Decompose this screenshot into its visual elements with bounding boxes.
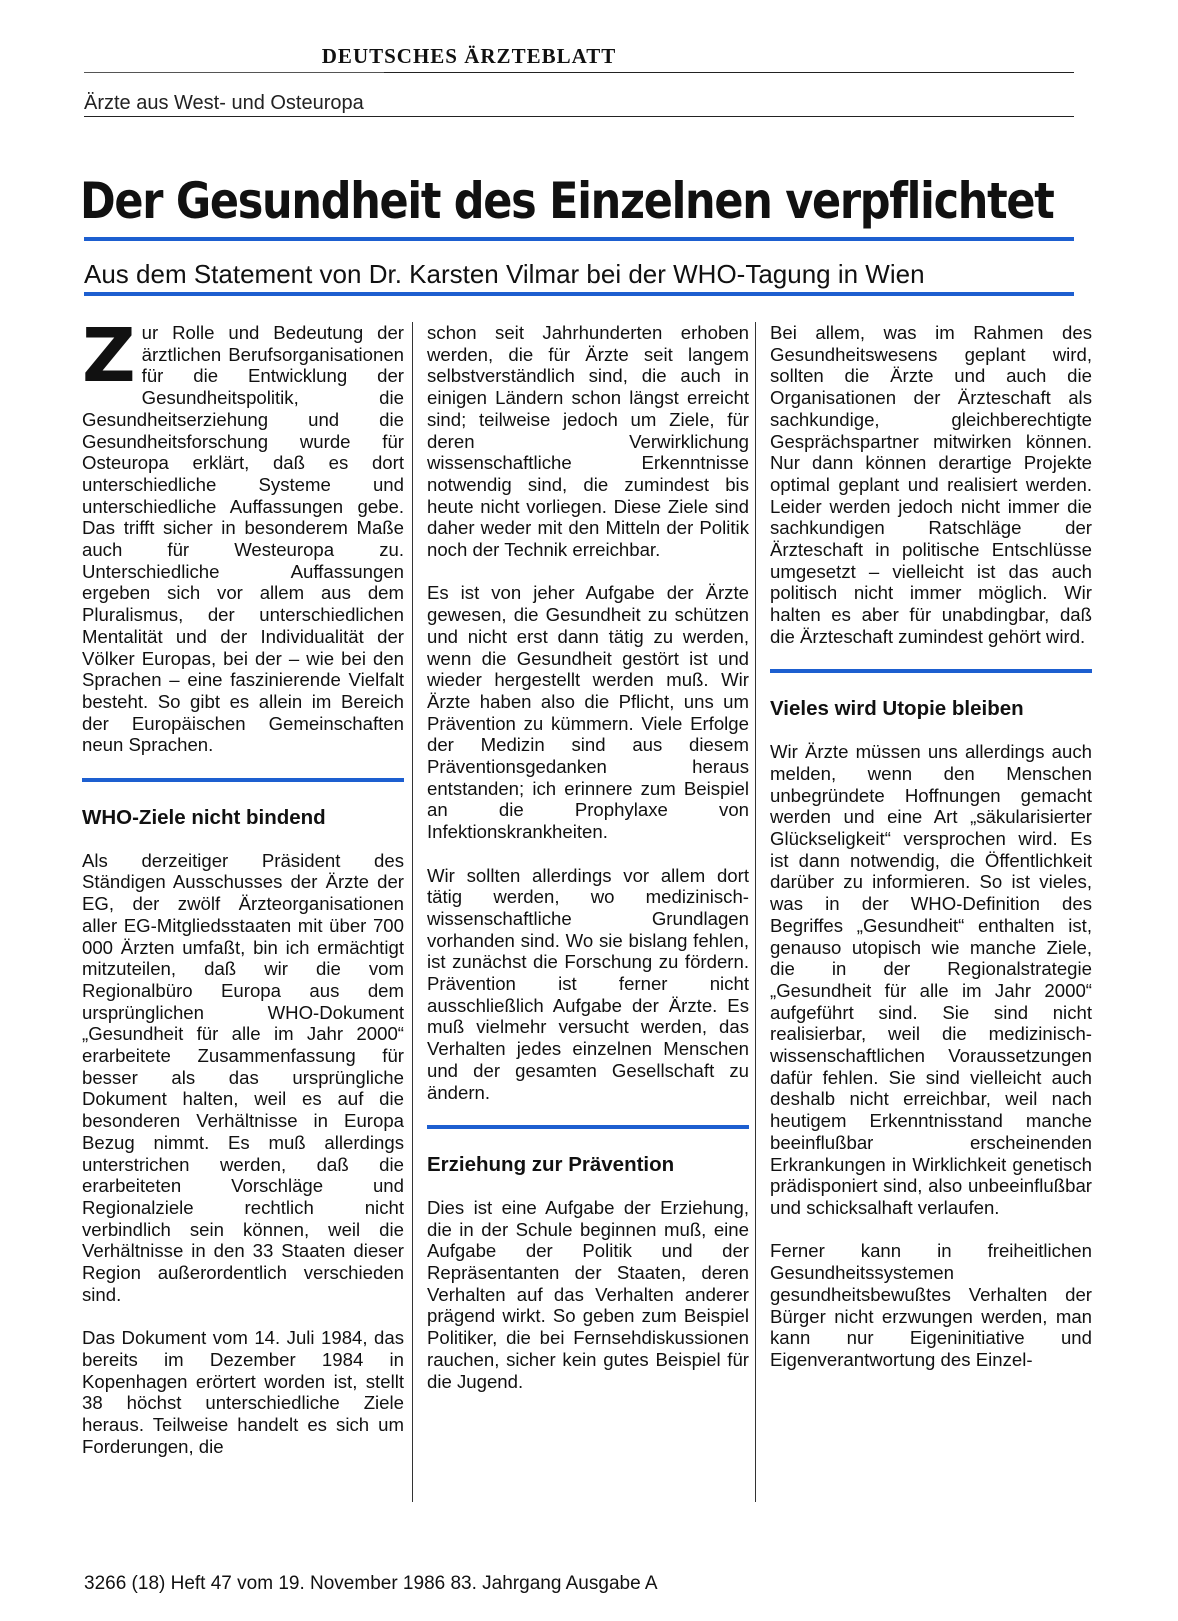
section-rule (84, 116, 1074, 117)
section-label: Ärzte aus West- und Osteuropa (84, 92, 364, 114)
paragraph: Bei allem, was im Rahmen des Gesundheitswesens geplant wird, sollten die Ärzte und auch die Organisationen der Ärzteschaft als sachkundige, gleichberechtigte Gesprächspartner mitwirken können. Nur dann können derartige Projekte optimal geplant und realisiert werden. Leider werden jedoch nicht immer die sachkundigen Ratschläge der Ärzteschaft in politische Entschlüsse umgesetzt – vielleicht ist das auch politisch nicht immer möglich. Wir halten es aber für unabdingbar, daß die Ärzteschaft zumindest gehört wird. (770, 322, 1092, 647)
subheading: WHO-Ziele nicht bindend (82, 805, 326, 829)
column-divider (412, 322, 413, 1502)
paragraph: Dies ist eine Aufgabe der Erziehung, die in der Schule beginnen muß, eine Aufgabe der Politik und der Repräsentanten der Staaten, deren Verhalten auf das Verhalten anderer prägend wirkt. So geben zum Beispiel Politiker, die bei Fernsehdiskussionen rauchen, sicher kein gutes Beispiel für die Jugend. (427, 1196, 749, 1392)
subtitle-rule (84, 292, 1074, 296)
subtitle: Aus dem Statement von Dr. Karsten Vilmar bei der WHO-Tagung in Wien (84, 259, 925, 289)
paragraph: Wir Ärzte müssen uns allerdings auch melden, wenn den Menschen unbegründete Hoffnungen gemacht werden und eine Art „säkularisierter Glückseligkeit“ versprochen wird. Es ist dann notwendig, die Öffentlichkeit darüber zu informieren. So ist vieles, was in der WHO-Definition des Begriffes „Gesundheit“ enthalten ist, genauso utopisch wie manche Ziele, die in der Regionalstrategie „Gesundheit für alle im Jahr 2000“ aufgeführt sind. Sie sind nicht realisierbar, weil die medizinisch-wissenschaftlichen Voraussetzungen dafür fehlen. Sie sind vielleicht auch deshalb nicht erreichbar, weil nach heutigem Erkenntnisstand manche beeinflußbar erscheinenden Erkrankungen in Wirklichkeit genetisch prädisponiert sind, also unbeeinflußbar und schicksalhaft verlaufen. (770, 741, 1092, 1218)
paragraph: Zur Rolle und Bedeutung der ärztlichen Berufsorganisationen für die Entwicklung der Gesundheitspolitik, die Gesundheitserziehung und die Gesundheitsforschung wurde für Osteuropa erklärt, daß es dort unterschiedliche Systeme und unterschiedliche Auffassungen gebe. Das trifft sicher in besonderem Maße auch für Westeuropa zu. Unterschiedliche Auffassungen ergeben sich vor allem aus dem Pluralismus, der unterschiedlichen Mentalität und der Individualität der Völker Europas, bei der – wie bei den Sprachen – eine faszinierende Vielfalt besteht. So gibt es allein im Bereich der Europäischen Gemeinschaften neun Sprachen. (82, 313, 404, 756)
paragraph: Wir sollten allerdings vor allem dort tätig werden, wo medizinisch-wissenschaftliche Grundlagen vorhanden sind. Wo sie bislang fehlen, ist zunächst die Forschung zu fördern. Prävention ist ferner nicht ausschließlich Aufgabe der Ärzte. Es muß vielmehr versucht werden, das Verhalten jedes einzelnen Menschen und der gesamten Gesellschaft zu ändern. (427, 864, 749, 1103)
paragraph: schon seit Jahrhunderten erhoben werden, die für Ärzte seit langem selbstverständlich sind, die auch in einigen Ländern schon längst erreicht sind; teilweise jedoch um Ziele, für deren Verwirklichung wissenschaftliche Erkenntnisse notwendig sind, die zumindest bis heute nicht vorliegen. Diese Ziele sind daher weder mit den Mitteln der Politik noch der Technik erreichbar. (427, 322, 749, 561)
article-column-3 (770, 322, 1092, 1392)
headline: Der Gesundheit des Einzelnen verpflichtet (80, 172, 1054, 230)
subheading: Erziehung zur Prävention (427, 1152, 675, 1176)
subhead-rule (82, 778, 404, 782)
headline-rule (84, 237, 1074, 241)
paragraph: Das Dokument vom 14. Juli 1984, das bereits im Dezember 1984 in Kopenhagen erörtert worden ist, stellt 38 höchst unterschiedliche Ziele heraus. Teilweise handelt es sich um Forderungen, die (82, 1327, 404, 1457)
masthead (84, 44, 1074, 68)
masthead-rule-left (84, 72, 384, 73)
article-column-2 (427, 322, 749, 1414)
masthead-rule (384, 72, 1074, 73)
page-footer: 3266 (18) Heft 47 vom 19. November 1986 83. Jahrgang Ausgabe A (84, 1573, 658, 1594)
paragraph: Als derzeitiger Präsident des Ständigen Ausschusses der Ärzte der EG, der zwölf Ärzteorganisationen aller EG-Mitgliedsstaaten mit über 700 000 Ärzten umfaßt, bin ich ermächtigt mitzuteilen, daß wir die vom Regionalbüro Europa aus dem ursprünglichen WHO-Dokument „Gesundheit für alle im Jahr 2000“ erarbeitete Zusammenfassung für besser als das ursprüngliche Dokument halten, weil es auf die besonderen Verhältnisse in Europa Bezug nimmt. Es muß allerdings unterstrichen werden, daß die erarbeiteten Vorschläge und Regionalziele rechtlich nicht verbindlich sein können, weil die Verhältnisse in den 33 Staaten dieser Region außerordentlich verschieden sind. (82, 849, 404, 1305)
drop-cap: Z (82, 313, 136, 399)
subheading: Vieles wird Utopie bleiben (770, 697, 1024, 721)
paragraph: Ferner kann in freiheitlichen Gesundheitssystemen gesundheitsbewußtes Verhalten der Bürger nicht erzwungen werden, man kann nur Eigeninitiative und Eigenverantwortung des Einzel- (770, 1240, 1092, 1370)
subhead-rule (770, 669, 1092, 673)
article-column-1 (82, 313, 404, 1479)
paragraph: Es ist von jeher Aufgabe der Ärzte gewesen, die Gesundheit zu schützen und nicht erst dann tätig zu werden, wenn die Gesundheit gestört ist und wieder hergestellt werden muß. Wir Ärzte haben also die Pflicht, uns um Prävention zu kümmern. Viele Erfolge der Medizin sind aus diesem Präventionsgedanken heraus entstanden; ich erinnere zum Beispiel an die Prophylaxe von Infektionskrankheiten. (427, 582, 749, 843)
column-divider (755, 322, 756, 1502)
masthead-title: DEUTSCHES ÄRZTEBLATT (321, 44, 617, 68)
subhead-rule (427, 1125, 749, 1129)
